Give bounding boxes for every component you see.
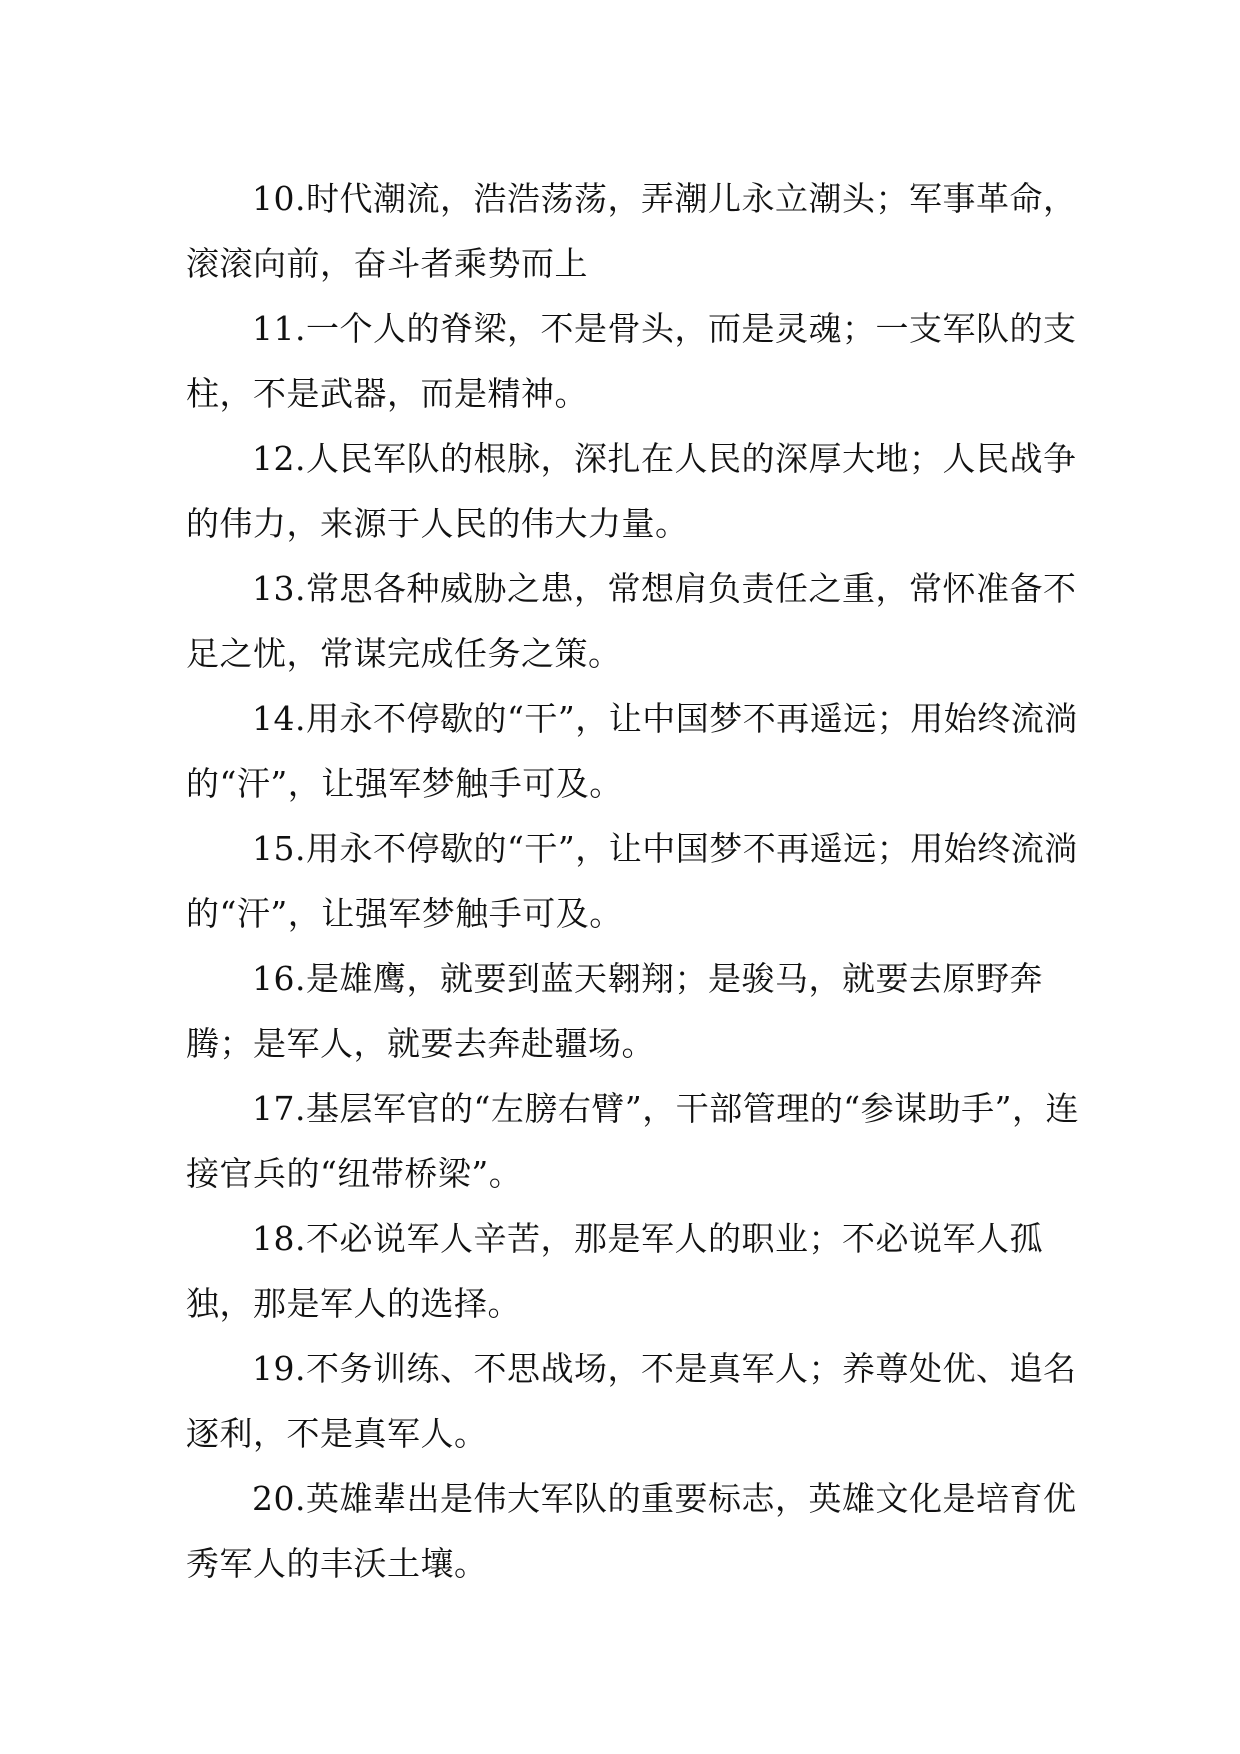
paragraph-17: 17.基层军官的“左膀右臂”，干部管理的“参谋助手”，连接官兵的“纽带桥梁”。 [186,1089,1079,1193]
paragraph-10: 10.时代潮流，浩浩荡荡，弄潮儿永立潮头；军事革命，滚滚向前，奋斗者乘势而上 [186,179,1077,283]
paragraph-12: 12.人民军队的根脉，深扎在人民的深厚大地；人民战争的伟力，来源于人民的伟大力量。 [186,439,1077,543]
paragraph-14: 14.用永不停歇的“干”，让中国梦不再遥远；用始终流淌的“汗”，让强军梦触手可及。 [186,699,1078,803]
paragraph-19: 19.不务训练、不思战场，不是真军人；养尊处优、追名逐利，不是真军人。 [186,1349,1077,1453]
paragraph-15: 15.用永不停歇的“干”，让中国梦不再遥远；用始终流淌的“汗”，让强军梦触手可及。 [186,829,1078,933]
paragraph-20: 20.英雄辈出是伟大军队的重要标志，英雄文化是培育优秀军人的丰沃土壤。 [186,1479,1077,1583]
paragraph-16: 16.是雄鹰，就要到蓝天翱翔；是骏马，就要去原野奔腾；是军人，就要去奔赴疆场。 [186,959,1043,1063]
paragraph-11: 11.一个人的脊梁，不是骨头，而是灵魂；一支军队的支柱，不是武器，而是精神。 [186,309,1077,413]
document-body [186,166,1086,1596]
paragraph-13: 13.常思各种威胁之患，常想肩负责任之重，常怀准备不足之忧，常谋完成任务之策。 [186,569,1077,673]
paragraph-18: 18.不必说军人辛苦，那是军人的职业；不必说军人孤独，那是军人的选择。 [186,1219,1043,1323]
